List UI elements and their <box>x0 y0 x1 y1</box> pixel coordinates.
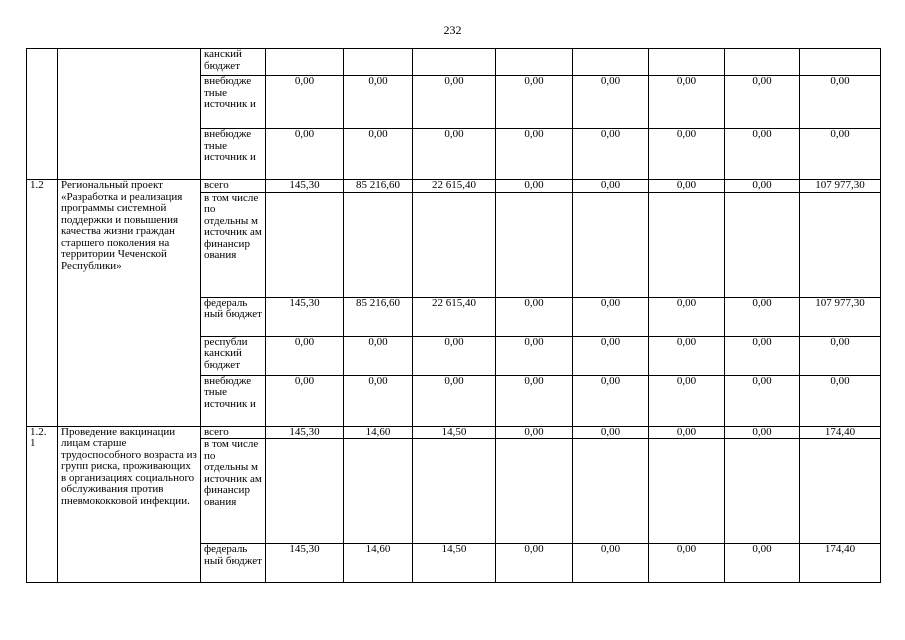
value-cell <box>413 439 496 544</box>
value-cell: 107 977,30 <box>800 180 881 193</box>
budget-table <box>26 48 881 583</box>
value-cell <box>266 439 344 544</box>
value-cell: 0,00 <box>573 180 649 193</box>
value-cell <box>413 49 496 76</box>
value-cell: 22 615,40 <box>413 180 496 193</box>
value-cell: 0,00 <box>573 76 649 129</box>
funding-source-cell: внебюдже тные источник и <box>201 375 266 426</box>
value-cell: 107 977,30 <box>800 297 881 336</box>
value-cell: 145,30 <box>266 180 344 193</box>
value-cell: 0,00 <box>496 426 573 439</box>
value-cell: 0,00 <box>725 544 800 583</box>
value-cell: 0,00 <box>573 375 649 426</box>
value-cell: 0,00 <box>573 129 649 180</box>
value-cell: 0,00 <box>496 544 573 583</box>
value-cell <box>573 439 649 544</box>
value-cell <box>496 439 573 544</box>
measure-1-2-1-name: Проведение вакцинации лицам старше трудоспособного возраста из групп риска, проживающих в организациях социального обслуживания против пневмококковой инфекции. <box>58 426 201 583</box>
value-cell: 174,40 <box>800 544 881 583</box>
value-cell: 0,00 <box>266 336 344 375</box>
funding-source-cell: в том числе по отдельны м источник ам финансир ования <box>201 192 266 297</box>
value-cell <box>725 439 800 544</box>
value-cell <box>344 49 413 76</box>
value-cell <box>496 192 573 297</box>
value-cell <box>413 192 496 297</box>
value-cell: 14,60 <box>344 544 413 583</box>
value-cell: 0,00 <box>800 375 881 426</box>
value-cell: 0,00 <box>800 129 881 180</box>
value-cell <box>725 192 800 297</box>
value-cell <box>266 192 344 297</box>
value-cell: 0,00 <box>649 426 725 439</box>
value-cell: 14,50 <box>413 544 496 583</box>
value-cell: 0,00 <box>649 180 725 193</box>
value-cell: 145,30 <box>266 426 344 439</box>
value-cell: 0,00 <box>344 76 413 129</box>
funding-source-cell: всего <box>201 180 266 193</box>
value-cell <box>496 49 573 76</box>
value-cell: 0,00 <box>725 336 800 375</box>
value-cell: 145,30 <box>266 297 344 336</box>
value-cell <box>649 49 725 76</box>
value-cell: 0,00 <box>725 375 800 426</box>
value-cell: 0,00 <box>573 426 649 439</box>
value-cell: 0,00 <box>344 375 413 426</box>
value-cell: 0,00 <box>573 544 649 583</box>
value-cell <box>725 49 800 76</box>
value-cell: 14,50 <box>413 426 496 439</box>
value-cell: 0,00 <box>496 297 573 336</box>
value-cell: 0,00 <box>725 297 800 336</box>
value-cell: 0,00 <box>344 129 413 180</box>
value-cell: 0,00 <box>266 129 344 180</box>
value-cell: 0,00 <box>496 76 573 129</box>
value-cell <box>573 192 649 297</box>
value-cell: 0,00 <box>413 336 496 375</box>
measure-1-2-1-index: 1.2. 1 <box>27 426 58 583</box>
value-cell: 0,00 <box>573 336 649 375</box>
value-cell: 0,00 <box>725 76 800 129</box>
funding-source-cell: федераль ный бюджет <box>201 544 266 583</box>
value-cell: 174,40 <box>800 426 881 439</box>
value-cell: 0,00 <box>725 426 800 439</box>
value-cell: 0,00 <box>496 129 573 180</box>
value-cell <box>800 439 881 544</box>
measure-1-2-1-row <box>27 426 881 439</box>
value-cell: 0,00 <box>649 297 725 336</box>
value-cell: 0,00 <box>413 76 496 129</box>
funding-source-cell: всего <box>201 426 266 439</box>
value-cell: 0,00 <box>800 336 881 375</box>
funding-source-cell: канский бюджет <box>201 49 266 76</box>
value-cell: 85 216,60 <box>344 297 413 336</box>
continued-name <box>58 49 201 180</box>
value-cell: 0,00 <box>496 336 573 375</box>
value-cell: 0,00 <box>649 76 725 129</box>
value-cell: 0,00 <box>496 180 573 193</box>
value-cell: 0,00 <box>573 297 649 336</box>
value-cell <box>800 192 881 297</box>
value-cell: 0,00 <box>649 375 725 426</box>
funding-source-cell: внебюдже тные источник и <box>201 129 266 180</box>
project-1-2-name: Региональный проект «Разработка и реализация программы системной поддержки и повышения качества жизни граждан старшего поколения на территории Чеченской Республики» <box>58 180 201 427</box>
value-cell: 0,00 <box>413 375 496 426</box>
value-cell: 0,00 <box>800 76 881 129</box>
value-cell: 0,00 <box>649 129 725 180</box>
value-cell: 0,00 <box>266 76 344 129</box>
continued-row <box>27 49 881 76</box>
value-cell: 0,00 <box>649 336 725 375</box>
value-cell <box>649 192 725 297</box>
value-cell: 0,00 <box>725 180 800 193</box>
value-cell <box>573 49 649 76</box>
value-cell: 0,00 <box>725 129 800 180</box>
value-cell: 22 615,40 <box>413 297 496 336</box>
page-number: 232 <box>443 23 462 37</box>
value-cell: 0,00 <box>496 375 573 426</box>
value-cell <box>800 49 881 76</box>
value-cell: 14,60 <box>344 426 413 439</box>
value-cell <box>344 192 413 297</box>
value-cell: 0,00 <box>649 544 725 583</box>
value-cell <box>266 49 344 76</box>
value-cell <box>344 439 413 544</box>
value-cell: 0,00 <box>344 336 413 375</box>
funding-source-cell: внебюдже тные источник и <box>201 76 266 129</box>
funding-source-cell: федераль ный бюджет <box>201 297 266 336</box>
continued-index <box>27 49 58 180</box>
value-cell: 145,30 <box>266 544 344 583</box>
value-cell <box>649 439 725 544</box>
table-body <box>27 49 881 583</box>
project-1-2-row <box>27 180 881 193</box>
funding-source-cell: в том числе по отдельны м источник ам финансир ования <box>201 439 266 544</box>
value-cell: 0,00 <box>266 375 344 426</box>
value-cell: 0,00 <box>413 129 496 180</box>
project-1-2-index: 1.2 <box>27 180 58 427</box>
value-cell: 85 216,60 <box>344 180 413 193</box>
funding-source-cell: республи канский бюджет <box>201 336 266 375</box>
